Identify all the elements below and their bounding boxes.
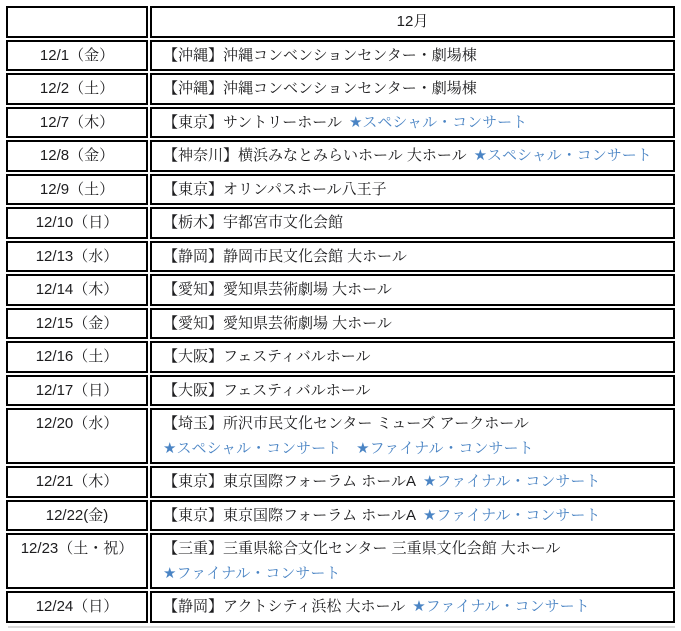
venue-cell [150,140,675,172]
table-row [6,408,675,464]
venue-text: 【東京】サントリーホール [163,113,342,131]
venue-text: 【大阪】フェスティバルホール [163,348,371,365]
table-row [6,40,675,72]
table-row [6,107,675,139]
star-concert-label: ★ファイナル・コンサート [163,564,341,582]
venue-cell [150,174,675,206]
concert-schedule-table [4,4,677,625]
venue-cell [150,40,675,72]
date-cell: 12/17（日） [6,375,148,407]
venue-text: 【沖縄】沖縄コンベンションセンター・劇場棟 [163,46,477,64]
venue-text: 【愛知】愛知県芸術劇場 大ホール [163,281,392,298]
venue-cell [150,500,675,532]
date-cell: 12/2（土） [6,73,148,105]
table-row [6,241,675,273]
table-row [6,533,675,589]
date-cell: 12/14（木） [6,274,148,306]
date-cell: 12/16（土） [6,341,148,373]
date-cell: 12/9（土） [6,174,148,206]
venue-text: 【三重】三重県総合文化センター 三重県文化会館 大ホール [163,540,561,557]
venue-cell [150,375,675,407]
venue-cell [150,341,675,373]
venue-text: 【埼玉】所沢市民文化センター ミューズ アークホール [163,415,529,432]
date-cell: 12/8（金） [6,140,148,172]
venue-text: 【栃木】宇都宮市文化会館 [163,214,344,231]
venue-cell [150,241,675,273]
venue-text: 【東京】東京国際フォーラム ホールA [163,506,416,524]
star-concert-label: ★スペシャル・コンサート [473,147,652,164]
star-concert-label: ★ファイナル・コンサート [422,506,601,524]
date-cell: 12/1（金） [6,40,148,72]
table-bottom-shadow [8,626,675,628]
table-row [6,308,675,340]
date-cell: 12/23（土・祝） [6,533,148,589]
table-row [6,140,675,172]
venue-cell [150,533,675,589]
table-row [6,591,675,623]
table-row [6,375,675,407]
venue-cell [150,274,675,306]
corner-cell [6,6,148,38]
venue-cell [150,408,675,464]
table-row [6,207,675,239]
table-row [6,274,675,306]
table-row [6,466,675,498]
venue-text: 【静岡】アクトシティ浜松 大ホール [163,598,406,615]
date-cell: 12/13（水） [6,241,148,273]
venue-cell [150,73,675,105]
venue-text: 【神奈川】横浜みなとみらいホール 大ホール [163,147,467,164]
date-cell: 12/20（水） [6,408,148,464]
date-cell: 12/22(金) [6,500,148,532]
date-cell: 12/15（金） [6,308,148,340]
star-concert-label: ★スペシャル・コンサート ★ファイナル・コンサート [163,439,534,457]
date-cell: 12/21（木） [6,466,148,498]
star-concert-label: ★ファイナル・コンサート [422,473,601,490]
star-concert-label: ★ファイナル・コンサート [412,598,590,615]
venue-text: 【東京】オリンパスホール八王子 [163,180,387,198]
table-row [6,73,675,105]
venue-text: 【沖縄】沖縄コンベンションセンター・劇場棟 [163,80,477,97]
month-header-cell: 12月 [150,6,675,38]
header-row [6,6,675,38]
venue-cell [150,107,675,139]
venue-cell [150,591,675,623]
date-cell: 12/24（日） [6,591,148,623]
venue-cell [150,308,675,340]
table-row [6,500,675,532]
venue-text: 【愛知】愛知県芸術劇場 大ホール [163,314,392,332]
table-row [6,341,675,373]
venue-text: 【東京】東京国際フォーラム ホールA [163,473,416,490]
venue-cell [150,466,675,498]
venue-cell [150,207,675,239]
date-cell: 12/7（木） [6,107,148,139]
table-row [6,174,675,206]
venue-text: 【静岡】静岡市民文化会館 大ホール [163,247,407,265]
date-cell: 12/10（日） [6,207,148,239]
star-concert-label: ★スペシャル・コンサート [348,113,528,131]
venue-text: 【大阪】フェスティバルホール [163,381,371,399]
